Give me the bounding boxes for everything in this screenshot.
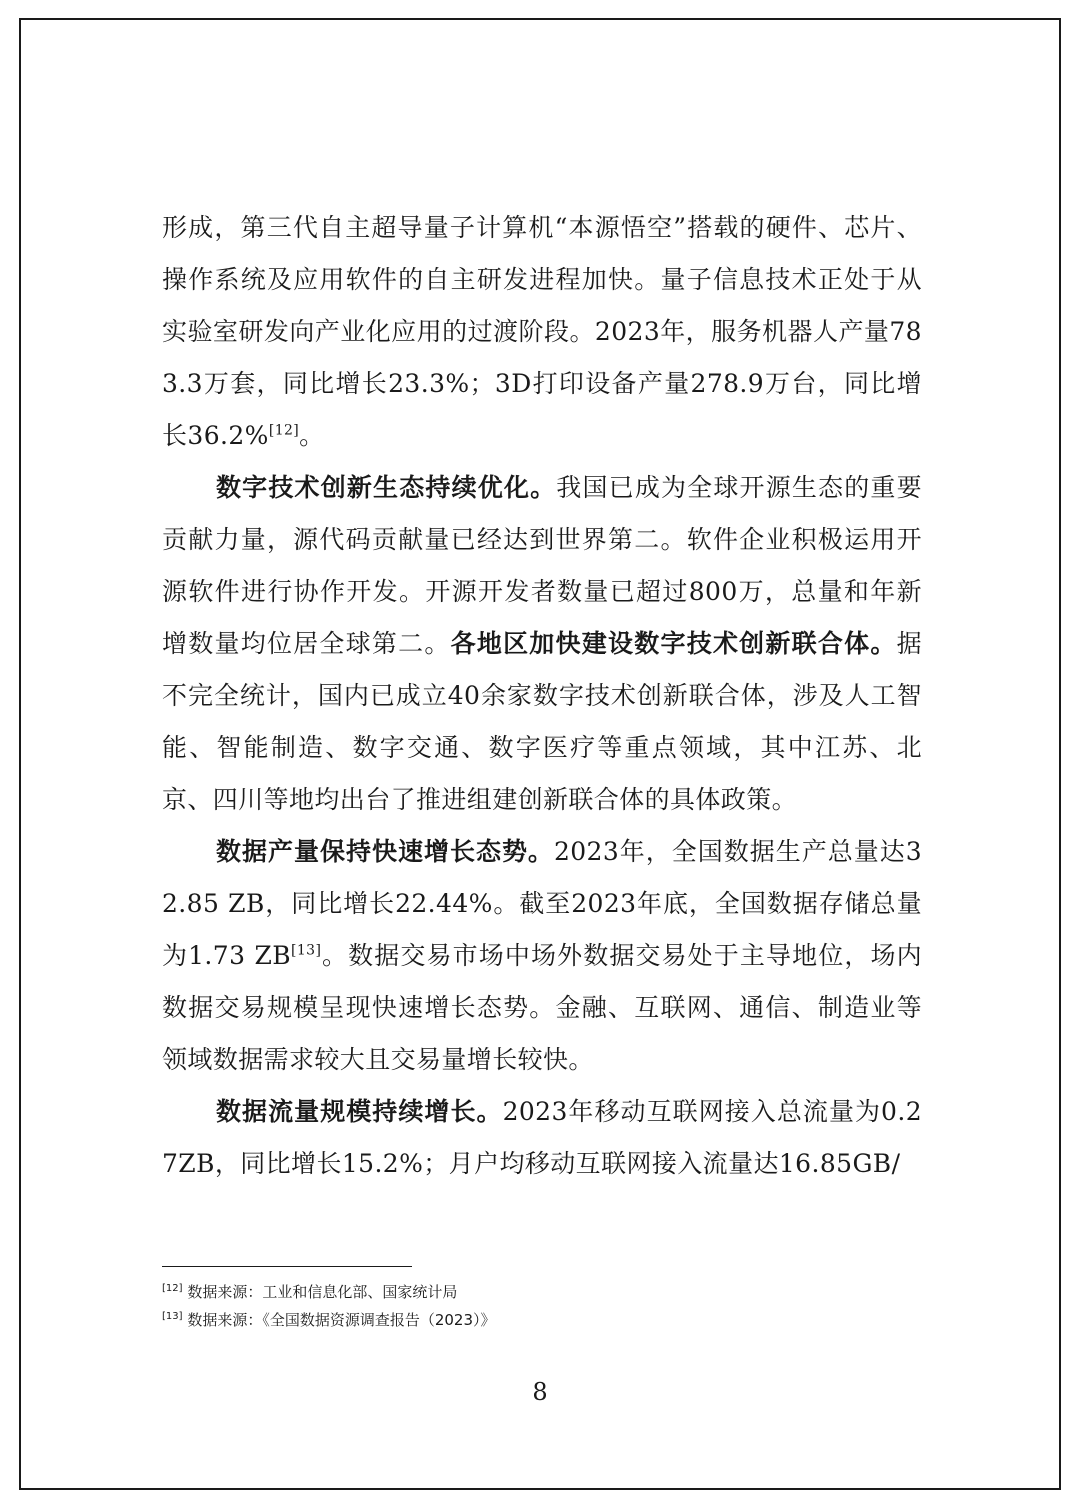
body-text: [162, 202, 922, 1190]
footnote-mark: [13]: [162, 1311, 183, 1322]
emphasis-sentence: 各地区加快建设数字技术创新联合体。: [450, 629, 897, 658]
footnotes: [162, 1278, 922, 1334]
paragraph-text: 2023年，全国数据生产总量达32.85 ZB，同比增长22.44%。截至2023年底，全国数据存储总量为1.73 ZB: [162, 837, 922, 970]
footnote-ref-13: [13]: [290, 942, 322, 959]
paragraph-text: 2023年移动互联网接入总流量为0.27ZB，同比增长15.2%；月户均移动互联网接入流量达16.85GB/: [162, 1097, 922, 1178]
footnote-item: [162, 1306, 922, 1334]
paragraph-data-traffic: [162, 1086, 922, 1190]
footnote-text: 数据来源：《全国数据资源调查报告（2023）》: [187, 1311, 496, 1329]
lead-sentence: 数字技术创新生态持续优化。: [216, 473, 557, 502]
paragraph-innovation-ecosystem: [162, 462, 922, 826]
footnote-mark: [12]: [162, 1283, 183, 1294]
footnote-item: [162, 1278, 922, 1306]
lead-sentence: 数据流量规模持续增长。: [216, 1097, 503, 1126]
paragraph-quantum: [162, 202, 922, 462]
lead-sentence: 数据产量保持快速增长态势。: [216, 837, 554, 866]
footnote-text: 数据来源：工业和信息化部、国家统计局: [187, 1283, 458, 1301]
paragraph-text: 据不完全统计，国内已成立40余家数字技术创新联合体，涉及人工智能、智能制造、数字交通、数字医疗等重点领域，其中江苏、北京、四川等地均出台了推进组建创新联合体的具体政策。: [162, 629, 922, 814]
page-number: 8: [532, 1378, 548, 1406]
paragraph-end: 。: [299, 421, 325, 450]
paragraph-text: 形成，第三代自主超导量子计算机“本源悟空”搭载的硬件、芯片、操作系统及应用软件的自主研发进程加快。量子信息技术正处于从实验室研发向产业化应用的过渡阶段。2023年，服务机器人产量783.3万套，同比增长23.3%；3D打印设备产量278.9万台，同比增长36.2%: [162, 213, 922, 450]
paragraph-data-production: [162, 826, 922, 1086]
footnote-ref-12: [12]: [268, 422, 300, 439]
paragraph-text: 。数据交易市场中场外数据交易处于主导地位，场内数据交易规模呈现快速增长态势。金融、互联网、通信、制造业等领域数据需求较大且交易量增长较快。: [162, 941, 922, 1074]
paragraph-text: 我国已成为全球开源生态的重要贡献力量，源代码贡献量已经达到世界第二。软件企业积极运用开源软件进行协作开发。开源开发者数量已超过800万，总量和年新增数量均位居全球第二。: [162, 473, 922, 658]
footnote-divider: [162, 1266, 412, 1267]
